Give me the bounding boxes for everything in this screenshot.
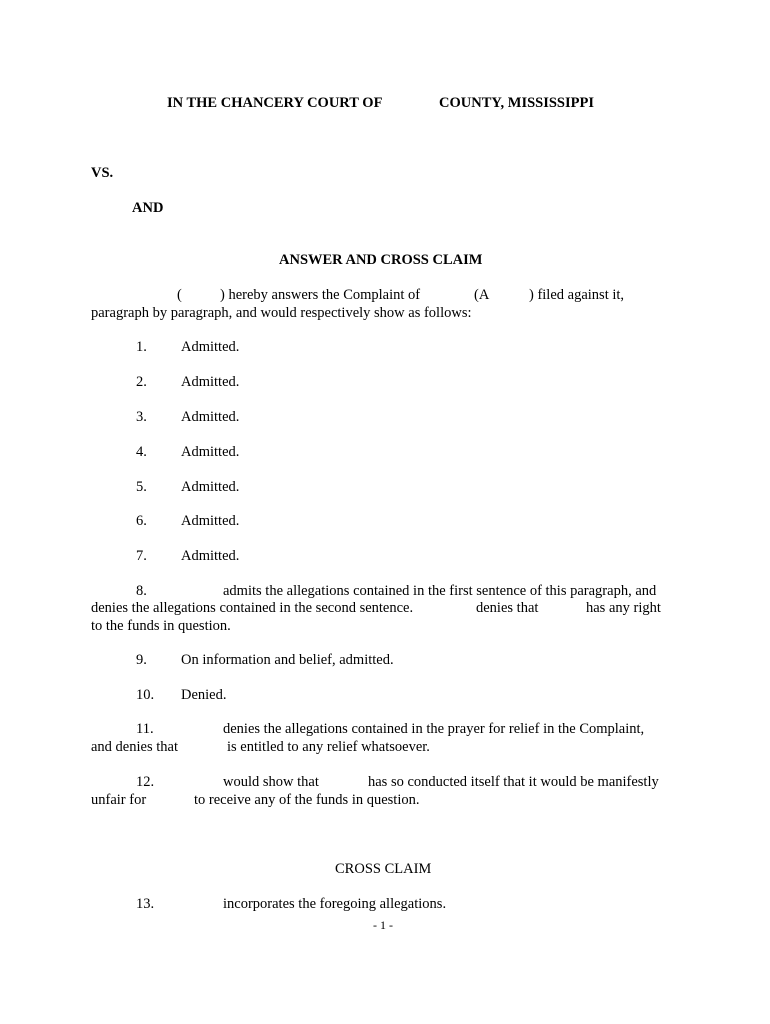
answer-number: 1. — [136, 339, 147, 355]
paragraph-8-number: 8. — [136, 583, 147, 599]
paragraph-10-text: Denied. — [181, 687, 227, 703]
answer-text: Admitted. — [181, 479, 240, 495]
answer-number: 5. — [136, 479, 147, 495]
paragraph-12-line1a: would show that — [223, 774, 319, 790]
page-number: - 1 - — [373, 918, 393, 932]
answer-number: 3. — [136, 409, 147, 425]
paragraph-9-number: 9. — [136, 652, 147, 668]
answer-text: Admitted. — [181, 444, 240, 460]
paragraph-8-line2b: denies that — [476, 600, 539, 616]
court-caption-right: COUNTY, MISSISSIPPI — [439, 95, 594, 111]
document-title: ANSWER AND CROSS CLAIM — [279, 252, 483, 268]
intro-line2: paragraph by paragraph, and would respectively show as follows: — [91, 305, 472, 321]
answer-text: Admitted. — [181, 339, 240, 355]
paragraph-8-line2a: denies the allegations contained in the second sentence. — [91, 600, 414, 616]
paragraph-13-number: 13. — [136, 896, 155, 912]
answer-text: Admitted. — [181, 374, 240, 390]
paragraph-12-line1b: has so conducted itself that it would be manifestly — [368, 774, 659, 790]
intro-part2: (A — [474, 287, 490, 303]
answer-number: 6. — [136, 513, 147, 529]
intro-part1: ) hereby answers the Complaint of — [220, 287, 421, 303]
and-label: AND — [132, 200, 164, 216]
paragraph-12-line2b: to receive any of the funds in question. — [194, 792, 420, 808]
answer-text: Admitted. — [181, 409, 240, 425]
paragraph-10-number: 10. — [136, 687, 155, 703]
answer-number: 4. — [136, 444, 147, 460]
paragraph-11-line2a: and denies that — [91, 739, 178, 755]
cross-claim-heading: CROSS CLAIM — [335, 861, 432, 877]
answer-text: Admitted. — [181, 548, 240, 564]
paragraph-8-line3: to the funds in question. — [91, 618, 231, 634]
intro-part3: ) filed against it, — [529, 287, 625, 303]
paragraph-12-number: 12. — [136, 774, 155, 790]
answer-number: 7. — [136, 548, 147, 564]
intro-open-paren: ( — [177, 287, 182, 303]
paragraph-9-text: On information and belief, admitted. — [181, 652, 394, 668]
paragraph-11-number: 11. — [136, 721, 154, 737]
paragraph-8-line1: admits the allegations contained in the first sentence of this paragraph, and — [223, 583, 657, 599]
paragraph-8-line2c: has any right — [586, 600, 661, 616]
versus-label: VS. — [91, 165, 114, 181]
court-caption-left: IN THE CHANCERY COURT OF — [167, 95, 383, 111]
paragraph-13-text: incorporates the foregoing allegations. — [223, 896, 447, 912]
paragraph-12-line2a: unfair for — [91, 792, 147, 808]
paragraph-11-line2b: is entitled to any relief whatsoever. — [227, 739, 430, 755]
paragraph-11-line1: denies the allegations contained in the prayer for relief in the Complaint, — [223, 721, 645, 737]
answer-number: 2. — [136, 374, 147, 390]
answer-text: Admitted. — [181, 513, 240, 529]
